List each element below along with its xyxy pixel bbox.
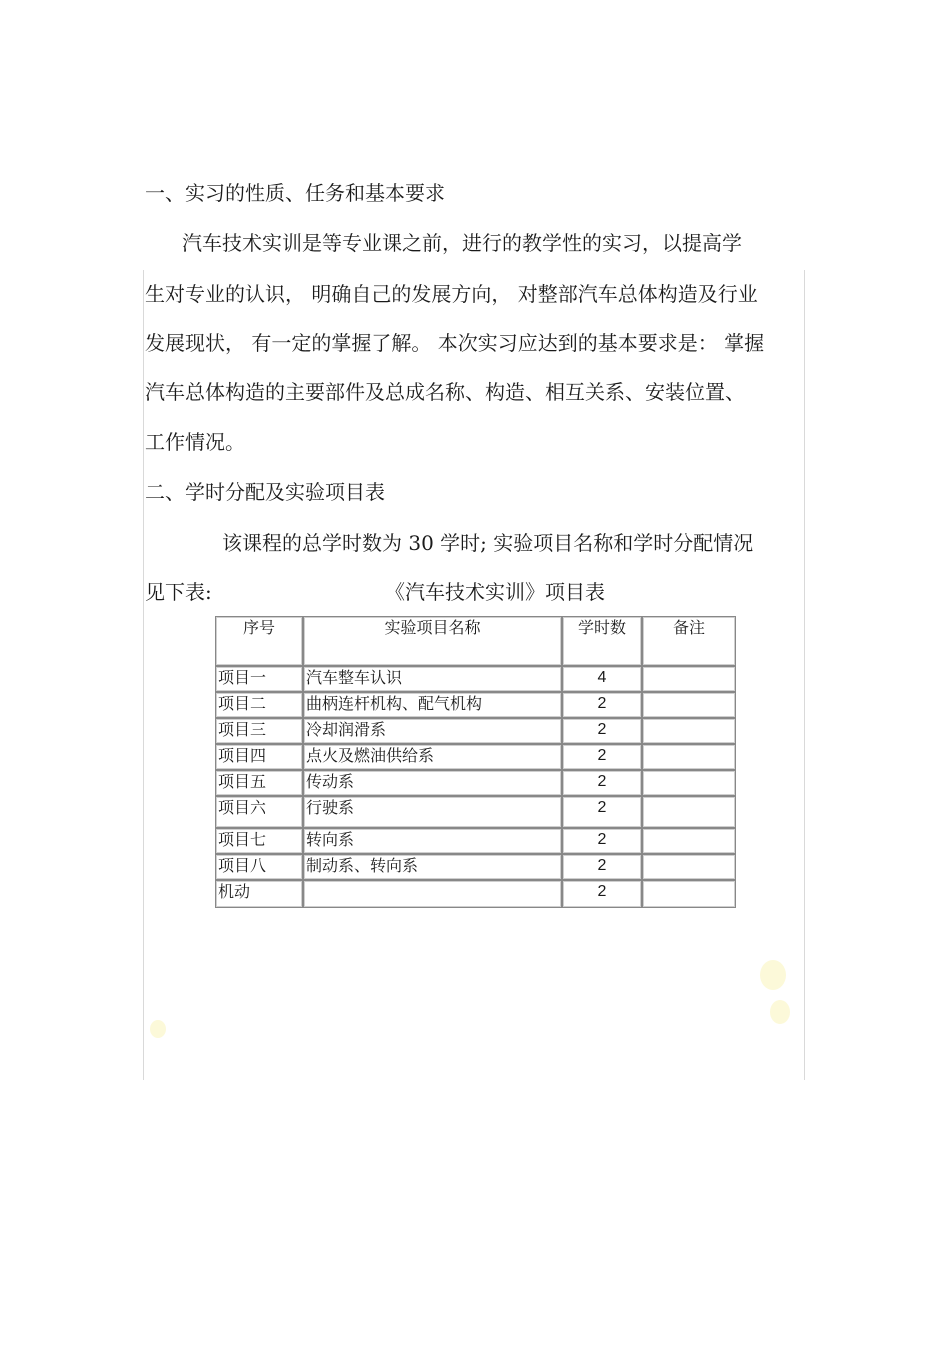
background-speckle: [760, 960, 786, 990]
row-id: 项目二: [215, 692, 303, 718]
row-hours: 2: [562, 796, 642, 828]
table-row: [215, 796, 736, 828]
section1-para-line: 发展现状， 有一定的掌握了解。 本次实习应达到的基本要求是： 掌握: [145, 331, 765, 355]
row-note: [642, 666, 736, 692]
table-row: [215, 828, 736, 854]
background-speckle: [770, 1000, 790, 1024]
row-hours: 2: [562, 854, 642, 880]
row-note: [642, 796, 736, 828]
table-header-row: [215, 616, 736, 666]
section1-para-line: 汽车技术实训是等专业课之前，进行的教学性的实习，以提高学: [182, 231, 742, 255]
row-hours: 2: [562, 770, 642, 796]
header-cell: 序号: [215, 616, 303, 666]
row-note: [642, 880, 736, 908]
row-hours: 2: [562, 880, 642, 908]
table-row: [215, 744, 736, 770]
row-id: 项目七: [215, 828, 303, 854]
section1-para-line: 生对专业的认识， 明确自己的发展方向， 对整部汽车总体构造及行业: [145, 282, 758, 306]
table-title: 《汽车技术实训》项目表: [385, 580, 605, 604]
row-id: 项目八: [215, 854, 303, 880]
row-note: [642, 692, 736, 718]
row-name: 点火及燃油供给系: [303, 744, 562, 770]
row-hours: 2: [562, 692, 642, 718]
row-note: [642, 718, 736, 744]
project-table: [215, 616, 736, 908]
row-name: 制动系、转向系: [303, 854, 562, 880]
row-note: [642, 854, 736, 880]
section2-para-line: 见下表:: [145, 580, 212, 604]
row-name: 转向系: [303, 828, 562, 854]
table-row: [215, 854, 736, 880]
table-row: [215, 666, 736, 692]
row-hours: 2: [562, 744, 642, 770]
row-note: [642, 770, 736, 796]
row-note: [642, 744, 736, 770]
section1-para-line: 汽车总体构造的主要部件及总成名称、构造、相互关系、安装位置、: [145, 380, 745, 404]
row-name: 汽车整车认识: [303, 666, 562, 692]
header-cell: 学时数: [562, 616, 642, 666]
table-row: [215, 770, 736, 796]
section2-para-line: 该课程的总学时数为 30 学时; 实验项目名称和学时分配情况: [222, 531, 754, 555]
table-row: [215, 692, 736, 718]
row-name: 曲柄连杆机构、配气机构: [303, 692, 562, 718]
row-name: 冷却润滑系: [303, 718, 562, 744]
section1-para-line: 工作情况。: [145, 430, 245, 454]
row-hours: 4: [562, 666, 642, 692]
row-id: 项目五: [215, 770, 303, 796]
section2-heading: 二、学时分配及实验项目表: [145, 480, 385, 504]
table-row: [215, 880, 736, 908]
row-hours: 2: [562, 718, 642, 744]
header-cell: 实验项目名称: [303, 616, 562, 666]
row-note: [642, 828, 736, 854]
header-cell: 备注: [642, 616, 736, 666]
section1-heading: 一、实习的性质、任务和基本要求: [145, 181, 445, 205]
row-name: 行驶系: [303, 796, 562, 828]
row-id: 项目六: [215, 796, 303, 828]
row-name: [303, 880, 562, 908]
table-row: [215, 718, 736, 744]
row-id: 项目一: [215, 666, 303, 692]
row-id: 机动: [215, 880, 303, 908]
row-hours: 2: [562, 828, 642, 854]
row-id: 项目四: [215, 744, 303, 770]
row-id: 项目三: [215, 718, 303, 744]
row-name: 传动系: [303, 770, 562, 796]
background-speckle: [150, 1020, 166, 1038]
